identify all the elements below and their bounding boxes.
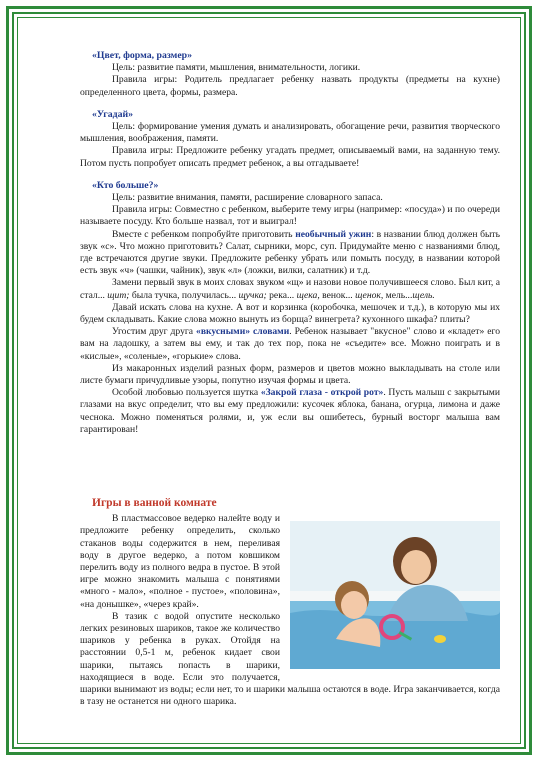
bath-photo (290, 521, 500, 669)
highlight-close-eyes: «Закрой глаза - открой рот» (260, 387, 384, 399)
games-content (80, 50, 500, 436)
unusual-dinner-paragraph: Вместе с ребенком попробуйте приготовить необычный ужин: в названии блюд должен быть звук «с». Что можно приготовить? Салат, сырники, морс, суп. Придумайте меню с названиями блюд, где встречаются другие звуки. Предложите ребенку убрать или помыть посуду, в названии которой есть звук «ч» (чашки, чайник), звук «л» (ложки, вилки, салатник) и т.д. (80, 228, 500, 277)
pasta-paragraph: Из макаронных изделий разных форм, размеров и цветов можно выкладывать на столе или листе бумаги причудливые узоры, попутно изучая формы и цвета. (80, 362, 500, 387)
close-eyes-paragraph: Особой любовью пользуется шутка «Закрой глаза - открой рот». Пусть малыш с закрытыми глазами на вкус определит, что вы ему предложили: кусочек яблока, банана, огурца, лимона и даже чеснока. Можно поменяться ролями, и, уж если вы ошибетесь, бурный восторг малыша вам гарантирован! (80, 387, 500, 435)
rules-text: Правила игры: Родитель предлагает ребенку назвать продукты (предметы на кухне) определенного цвета, формы, размера. (80, 74, 500, 98)
replace-sound-paragraph: Замени первый звук в моих словах звуком «щ» и назови новое получившееся слово. Был кит, а стал... щит; была тучка, получилась... щучка; река... щека, венок... щенок, мель...щель. (80, 277, 500, 301)
rules-text: Правила игры: Предложите ребенку угадать предмет, описываемый вами, на заданную тему. Потом пусть попробует описать предмет ребенок, а вы отгадываете! (80, 145, 500, 169)
goal-text: Цель: формирование умения думать и анализировать, обогащение речи, развития творческого мышления, воображения, памяти. (80, 121, 500, 145)
heading-who-more: «Кто больше?» (92, 179, 159, 191)
balls-game-paragraph: В тазик с водой опустите несколько легких резиновых шариков, такое же количество шариков у ребенка в руках. Отойдя на расстоянии 0,5-1 м, ребенок кидает свои шарики, пытаясь попасть в шарики, находящиеся в воде. Если это получается, шарики вынимают из воды; если нет, то и шарики малыша остаются в воде. Игра заканчивается, когда в тазу не останется ни одного шарика. (80, 610, 500, 708)
highlight-tasty-words: «вкусными» словами (196, 326, 290, 338)
bucket-game-paragraph: В пластмассовое ведерко налейте воду и предложите ребенку определить, сколько стаканов воды содержится в нем, переливая воду в другое ведерко, а потом ковшиком перелить воду из полного ведра в пустое. В этой игре можно знакомить малыша с понятиями «много - мало», «полное - пустое», «половина», «на донышке», «через край». (80, 513, 280, 610)
goal-text: Цель: развитие внимания, памяти, расширение словарного запаса. (112, 192, 383, 204)
heading-color-shape-size: «Цвет, форма, размер» (92, 50, 193, 61)
heading-bathroom-games: Игры в ванной комнате (92, 497, 217, 509)
goal-text: Цель: развитие памяти, мышления, внимательности, логики. (112, 62, 361, 74)
rules-text: Правила игры: Совместно с ребенком, выберите тему игры (например: «посуда») и по очереди называете посуду. Кто больше назвал, тот и выиграл! (80, 204, 500, 228)
bathroom-games-section (80, 497, 500, 708)
tasty-words-paragraph: Угостим друг друга «вкусными» словами. Ребенок называет "вкусное" слово и «кладет» его вам на ладошку, а затем вы ему, и так до тех пор, пока не «съедите» все. Можно поиграть и в «кислые», «соленые», «горькие» слова. (80, 326, 500, 362)
heading-guess: «Угадай» (92, 108, 134, 120)
kitchen-words-paragraph: Давай искать слова на кухне. А вот и корзинка (коробочка, мешочек и т.д.), в которую мы их будем складывать. Какие слова можно вынуть из борща? винегрета? кухонного шкафа? плиты? (80, 301, 500, 326)
highlight-unusual-dinner: необычный ужин (295, 228, 372, 240)
bath-photo-illustration (290, 521, 500, 669)
